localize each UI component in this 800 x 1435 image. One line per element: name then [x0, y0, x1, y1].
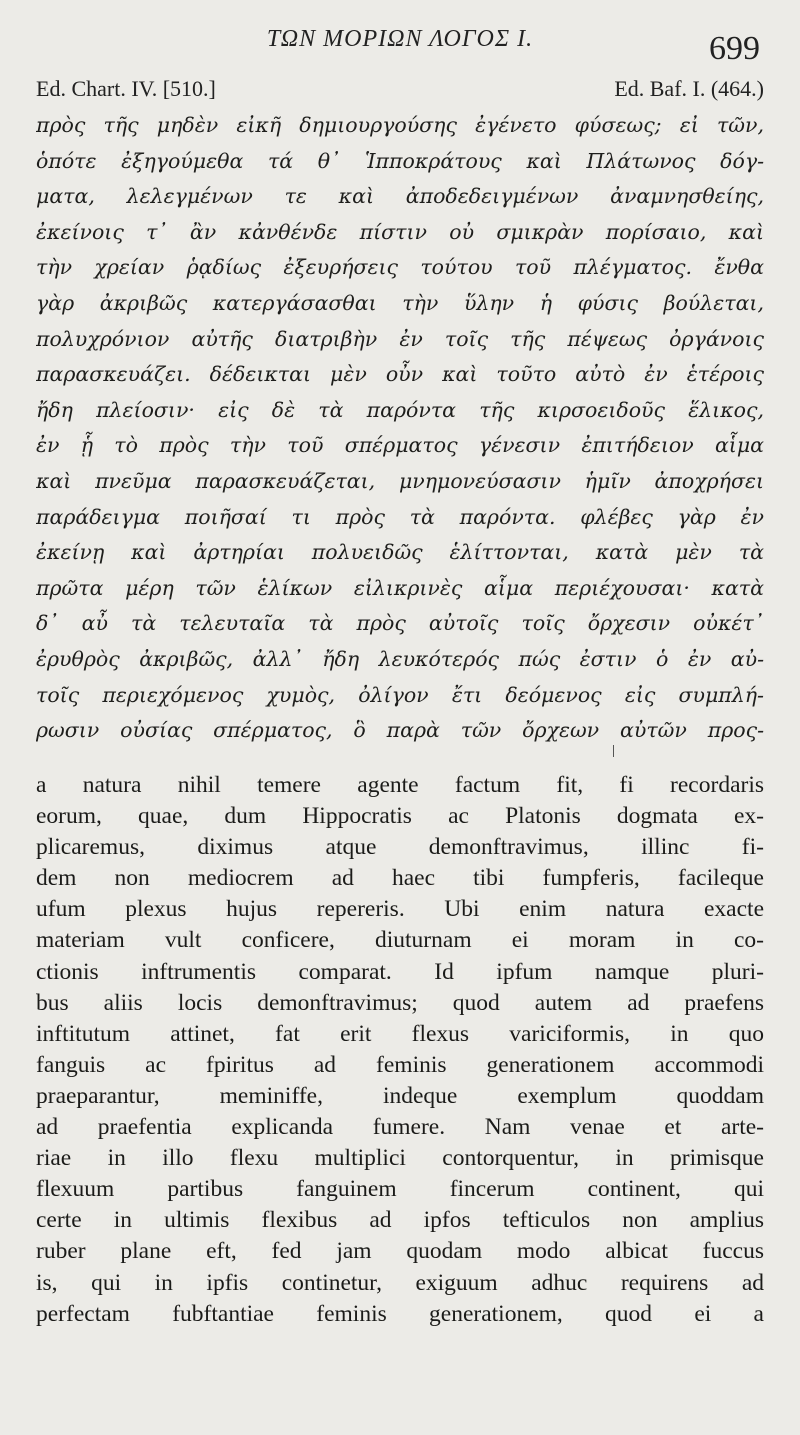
greek-text-line: ὁπότε ἐξηγούμεθα τά θ᾽ Ἱπποκράτους καὶ Πλάτωνος δόγ-: [36, 148, 764, 173]
latin-text-line: a natura nihil temere agente factum fit, fi recordaris: [36, 772, 764, 798]
greek-text-line: παρασκευάζει. δέδεικται μὲν οὖν καὶ τοῦτο αὐτὸ ἐν ἑτέροις: [36, 362, 764, 387]
greek-text-line: δ᾽ αὖ τὰ τελευταῖα τὰ πρὸς αὐτοῖς τοῖς ὄρχεσιν οὐκέτ᾽: [36, 611, 764, 636]
latin-text-line: certe in ultimis flexibus ad ipfos tefticulos non amplius: [36, 1207, 764, 1234]
latin-text-line: dem non mediocrem ad haec tibi fumpferis, facileque: [36, 865, 764, 892]
greek-text-line: ἤδη πλείοσιν· εἰς δὲ τὰ παρόντα τῆς κιρσοειδοῦς ἕλικος,: [36, 397, 764, 422]
edition-reference-chartier: Ed. Chart. IV. [510.]: [36, 76, 216, 101]
greek-text-line: παράδειγμα ποιῆσαί τι πρὸς τὰ παρόντα. φλέβες γὰρ ἐν: [36, 504, 764, 529]
latin-text-line: ufum plexus hujus repereris. Ubi enim natura exacte: [36, 896, 764, 923]
greek-text-line: ματα, λελεγμένων τε καὶ ἀποδεδειγμένων ἀναμνησθείης,: [36, 184, 764, 209]
latin-text-line: fanguis ac fpiritus ad feminis generationem accommodi: [36, 1051, 764, 1078]
latin-text-line: riae in illo flexu multiplici contorquentur, in primisque: [36, 1145, 764, 1172]
latin-text-line: is, qui in ipfis continetur, exiguum adhuc requirens ad: [36, 1269, 764, 1296]
latin-text-line: inftitutum attinet, fat erit flexus variciformis, in quo: [36, 1020, 764, 1047]
greek-text-line: ἐρυθρὸς ἀκριβῶς, ἀλλ᾽ ἤδη λευκότερός πώς ἐστιν ὁ ἐν αὐ-: [36, 646, 764, 671]
edition-reference-line: [36, 76, 764, 106]
latin-text-line: ruber plane eft, fed jam quodam modo albicat fuccus: [36, 1238, 764, 1265]
latin-text-line: praeparantur, meminiffe, indeque exemplum quoddam: [36, 1082, 764, 1109]
greek-text-line: ἐκείνῃ καὶ ἀρτηρίαι πολυειδῶς ἑλίττονται, κατὰ μὲν τὰ: [36, 540, 764, 565]
page-number: 699: [709, 30, 760, 67]
latin-text-line: plicaremus, diximus atque demonftravimus, illinc fi-: [36, 834, 764, 861]
latin-text-line: bus aliis locis demonftravimus; quod autem ad praefens: [36, 989, 764, 1016]
latin-text-line: ad praefentia explicanda fumere. Nam venae et arte-: [36, 1114, 764, 1141]
running-head: ΤΩΝ ΜΟΡΙΩΝ ΛΟΓΟΣ Ι.: [266, 26, 534, 52]
greek-text-line: ἐν ᾗ τὸ πρὸς τὴν τοῦ σπέρματος γένεσιν ἐπιτήδειον αἷμα: [36, 433, 764, 458]
greek-text-line: καὶ πνεῦμα παρασκευάζεται, μνημονεύσασιν ἡμῖν ἀποχρήσει: [36, 468, 764, 493]
greek-text-line: πρὸς τῆς μηδὲν εἰκῆ δημιουργούσης ἐγένετο φύσεως; εἰ τῶν,: [36, 113, 764, 137]
greek-text-line: πολυχρόνιον αὐτῆς διατριβὴν ἐν τοῖς τῆς πέψεως ὀργάνοις: [36, 326, 764, 351]
greek-text-block: [36, 108, 764, 749]
latin-text-line: flexuum partibus fanguinem fincerum continent, qui: [36, 1176, 764, 1203]
greek-text-line: ρωσιν οὐσίας σπέρματος, ὃ παρὰ τῶν ὄρχεων αὐτῶν προς-: [36, 718, 764, 743]
greek-text-line: πρῶτα μέρη τῶν ἑλίκων εἰλικρινὲς αἷμα περιέχουσαι· κατὰ: [36, 575, 764, 600]
greek-text-line: γὰρ ἀκριβῶς κατεργάσασθαι τὴν ὕλην ἡ φύσις βούλεται,: [36, 290, 764, 315]
greek-text-line: τὴν χρείαν ῥᾳδίως ἐξευρήσεις τούτου τοῦ πλέγματος. ἔνθα: [36, 255, 764, 280]
latin-text-line: eorum, quae, dum Hippocratis ac Platonis dogmata ex-: [36, 803, 764, 830]
latin-text-line: materiam vult conficere, diuturnam ei moram in co-: [36, 927, 764, 954]
latin-text-line: perfectam fubftantiae feminis generationem, quod ei a: [36, 1300, 764, 1327]
latin-text-block: [36, 770, 764, 1330]
latin-text-line: ctionis inftrumentis comparat. Id ipfum namque pluri-: [36, 958, 764, 985]
edition-reference-basel: Ed. Baf. I. (464.): [614, 76, 764, 101]
greek-text-line: τοῖς περιεχόμενος χυμὸς, ὀλίγον ἔτι δεόμενος εἰς συμπλή-: [36, 682, 764, 707]
column-divider-mark: [613, 745, 614, 757]
greek-text-line: ἐκείνοις τ᾽ ἂν κἀνθένδε πίστιν οὐ σμικρὰν πορίσαιο, καὶ: [36, 219, 764, 244]
